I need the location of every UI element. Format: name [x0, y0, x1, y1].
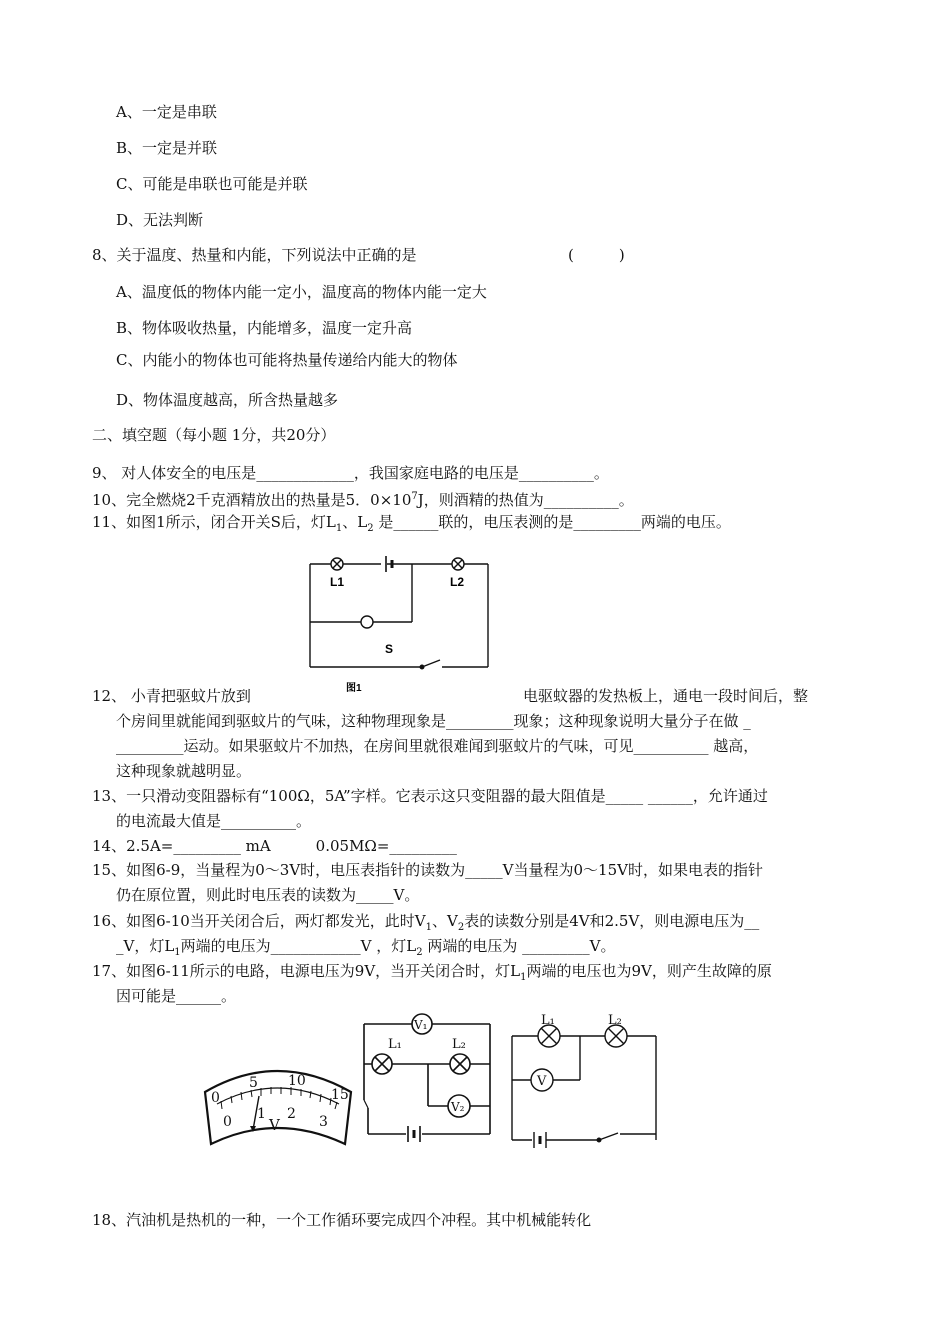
fig611-v-label: V — [537, 1074, 547, 1089]
fig610-l1-label: L₁ — [388, 1037, 402, 1052]
fig1-label-l2: L2 — [450, 575, 465, 589]
q7-option-c: C、可能是串联也可能是并联 — [116, 175, 308, 193]
q12-line2: 个房间里就能闻到驱蚊片的气味，这种物理现象是_________现象；这种现象说明大量分子在做 _ — [116, 712, 751, 730]
q12-line4: 这种现象就越明显。 — [116, 762, 252, 780]
meter-lower-tick-0: 0 — [223, 1114, 232, 1130]
q11: 11、如图1所示，闭合开关S后，灯$L_1$、$L_2$ 是______联的，电压表测的是_________两端的电压。 — [92, 513, 731, 534]
q18: 18、汽油机是热机的一种，一个工作循环要完成四个冲程。其中机械能转化 — [92, 1211, 592, 1229]
q8-answer-paren: ( ) — [568, 246, 625, 264]
q8-option-c: C、内能小的物体也可能将热量传递给内能大的物体 — [116, 351, 458, 369]
meter-upper-tick-10: 10 — [288, 1073, 306, 1089]
q13-line2: 的电流最大值是__________。 — [116, 812, 312, 830]
q17-line2: 因可能是______。 — [116, 987, 237, 1005]
q7-option-a: A、一定是串联 — [116, 103, 217, 121]
q15-line1: 15、如图6-9，当量程为0～3V时，电压表指针的读数为_____V当量程为0～15V时，如果电表的指针 — [92, 861, 763, 879]
fig1-label-l1: L1 — [330, 575, 345, 589]
q12-line3: _________运动。如果驱蚊片不加热，在房间里就很难闻到驱蚊片的气味，可见__________ 越高， — [116, 737, 759, 755]
voltmeter-dial-figure — [195, 1052, 360, 1152]
q10: 10、完全燃烧2千克酒精放出的热量是5．$0\times 10^7J$，则酒精的热值为__________。 — [92, 491, 634, 509]
meter-lower-tick-2: 2 — [287, 1106, 296, 1122]
q8-option-a: A、温度低的物体内能一定小，温度高的物体内能一定大 — [116, 283, 487, 301]
fig610-v1-label: V₁ — [414, 1018, 428, 1032]
fig1-label-s: S — [385, 642, 394, 656]
q13-line1: 13、一只滑动变阻器标有“100Ω，5A”字样。它表示这只变阻器的最大阻值是_____ ______，允许通过 — [92, 787, 768, 805]
q12-line1a: 12、 小青把驱蚊片放到 — [92, 687, 251, 705]
fig611-l1-label: L₁ — [541, 1013, 555, 1028]
q12-line1b: 电驱蚊器的发热板上，通电一段时间后，整 — [523, 687, 809, 705]
q7-option-b: B、一定是并联 — [116, 139, 218, 157]
circuit-figure-6-10 — [358, 1010, 498, 1158]
q15-line2: 仍在原位置，则此时电压表的读数为_____V。 — [116, 886, 420, 904]
fig1-caption: 图1 — [346, 683, 362, 694]
meter-unit-label: V — [269, 1116, 280, 1134]
fig610-v2-label: V₂ — [451, 1100, 465, 1114]
q17-line1: 17、如图6-11所示的电路，电源电压为9V，当开关闭合时，灯$L_1$两端的电压也为9V，则产生故障的原 — [92, 962, 772, 983]
q8-option-d: D、物体温度越高，所含热量越多 — [116, 391, 339, 409]
meter-upper-tick-0: 0 — [211, 1090, 220, 1106]
figure-1-circuit — [300, 550, 500, 700]
circuit-figure-6-11 — [506, 1010, 666, 1158]
fig610-l2-label: L₂ — [452, 1037, 466, 1052]
meter-upper-tick-5: 5 — [249, 1075, 258, 1091]
q8-stem: 8、关于温度、热量和内能，下列说法中正确的是 — [92, 246, 417, 264]
q8-option-b: B、物体吸收热量，内能增多，温度一定升高 — [116, 319, 413, 337]
meter-upper-tick-15: 15 — [331, 1087, 349, 1103]
meter-lower-tick-3: 3 — [319, 1114, 328, 1130]
q16-line1: 16、如图6-10当开关闭合后，两灯都发光，此时$V_1$、$V_2$表的读数分别是4V和2.5V，则电源电压为__ — [92, 912, 760, 933]
q9: 9、 对人体安全的电压是_____________，我国家庭电路的电压是__________。 — [92, 464, 609, 482]
q16-line2: _V，灯$L_1$两端的电压为____________V ，灯$L_2$ 两端的电压为 _________V。 — [116, 937, 616, 958]
meter-lower-tick-1: 1 — [257, 1106, 266, 1122]
fig611-l2-label: L₂ — [608, 1013, 622, 1028]
section-heading: 二、填空题（每小题 1分，共20分） — [92, 426, 336, 444]
q14: 14、2.5A=_________ mA 0.05MΩ=_________ — [92, 837, 457, 855]
q7-option-d: D、无法判断 — [116, 211, 204, 229]
